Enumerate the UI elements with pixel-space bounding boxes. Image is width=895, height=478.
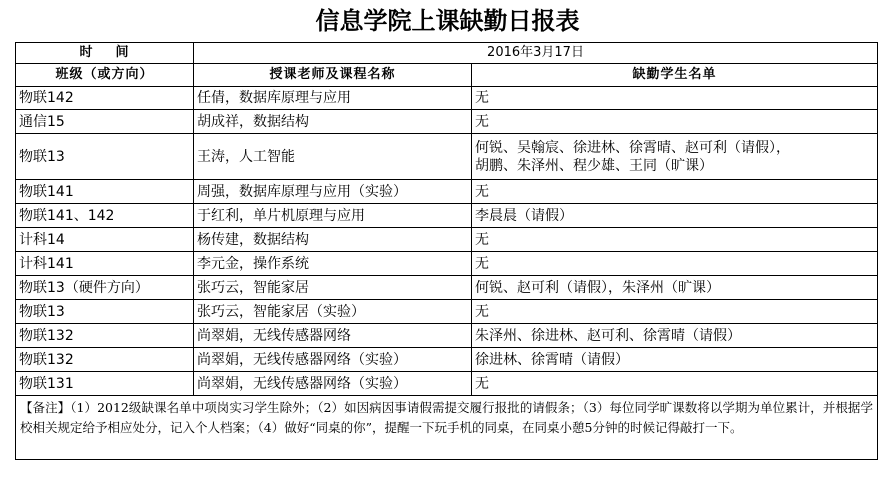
table-row xyxy=(16,276,878,300)
table-row xyxy=(16,324,878,348)
absent-cell xyxy=(472,134,878,180)
class-cell: 计科141 xyxy=(16,252,194,276)
course-cell: 张巧云，智能家居 xyxy=(194,276,472,300)
absent-cell: 无 xyxy=(472,300,878,324)
absent-cell: 徐进林、徐霄晴（请假） xyxy=(472,348,878,372)
class-cell: 物联132 xyxy=(16,324,194,348)
table-row xyxy=(16,180,878,204)
remarks-note: 【备注】（1）2012级缺课名单中项岗实习学生除外；（2）如因病因事请假需提交履行报批的请假条；（3）每位同学旷课数将以学期为单位累计，并根据学校相关规定给予相应处分，记入个人档案；（4）做好“同桌的你”，提醒一下玩手机的同桌，在同桌小憩5分钟的时候记得敲打一下。 xyxy=(16,396,878,460)
course-cell: 尚翠娟，无线传感器网络 xyxy=(194,324,472,348)
table-row xyxy=(16,110,878,134)
absent-line: 胡鹏、朱泽州、程少雄、王同（旷课） xyxy=(475,157,713,174)
table-row xyxy=(16,228,878,252)
class-cell: 物联13（硬件方向） xyxy=(16,276,194,300)
class-cell: 通信15 xyxy=(16,110,194,134)
absent-cell: 无 xyxy=(472,87,878,110)
header-row xyxy=(16,64,878,87)
absent-line: 何锐、吴翰宸、徐进林、徐霄晴、赵可利（请假）， xyxy=(475,139,790,156)
table-row xyxy=(16,372,878,396)
time-row xyxy=(16,43,878,64)
class-cell: 物联141 xyxy=(16,180,194,204)
table-row xyxy=(16,300,878,324)
course-cell: 尚翠娟，无线传感器网络（实验） xyxy=(194,348,472,372)
table-row xyxy=(16,348,878,372)
course-cell: 胡成祥，数据结构 xyxy=(194,110,472,134)
course-cell: 于红利，单片机原理与应用 xyxy=(194,204,472,228)
absent-cell: 无 xyxy=(472,180,878,204)
course-cell: 张巧云，智能家居（实验） xyxy=(194,300,472,324)
course-cell: 任倩，数据库原理与应用 xyxy=(194,87,472,110)
course-cell: 李元金，操作系统 xyxy=(194,252,472,276)
table-row xyxy=(16,252,878,276)
absent-cell: 无 xyxy=(472,372,878,396)
class-cell: 物联13 xyxy=(16,134,194,180)
absent-cell: 李晨晨（请假） xyxy=(472,204,878,228)
table-row xyxy=(16,87,878,110)
column-header-class: 班级（或方向） xyxy=(16,64,194,87)
class-cell: 物联131 xyxy=(16,372,194,396)
absent-cell: 无 xyxy=(472,110,878,134)
course-cell: 尚翠娟，无线传感器网络（实验） xyxy=(194,372,472,396)
report-title: 信息学院上课缺勤日报表 xyxy=(315,6,580,35)
absent-cell: 朱泽州、徐进林、赵可利、徐霄晴（请假） xyxy=(472,324,878,348)
class-cell: 计科14 xyxy=(16,228,194,252)
absent-cell: 何锐、赵可利（请假），朱泽州（旷课） xyxy=(472,276,878,300)
absent-cell: 无 xyxy=(472,252,878,276)
note-row xyxy=(16,396,878,460)
class-cell: 物联142 xyxy=(16,87,194,110)
column-header-absent: 缺勤学生名单 xyxy=(472,64,878,87)
class-cell: 物联132 xyxy=(16,348,194,372)
class-cell: 物联13 xyxy=(16,300,194,324)
absence-table xyxy=(15,42,878,460)
table-row xyxy=(16,134,878,180)
table-row xyxy=(16,204,878,228)
course-cell: 周强，数据库原理与应用（实验） xyxy=(194,180,472,204)
course-cell: 杨传建，数据结构 xyxy=(194,228,472,252)
column-header-course: 授课老师及课程名称 xyxy=(194,64,472,87)
time-label: 时 间 xyxy=(16,43,194,64)
report-date: 2016年3月17日 xyxy=(194,43,878,64)
course-cell: 王涛，人工智能 xyxy=(194,134,472,180)
absent-cell: 无 xyxy=(472,228,878,252)
class-cell: 物联141、142 xyxy=(16,204,194,228)
